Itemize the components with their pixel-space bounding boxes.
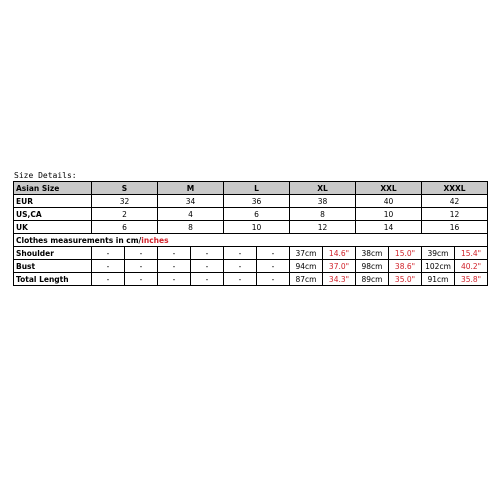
conversion-cell: 4 (158, 208, 224, 221)
measurement-cm-cell: 87cm (290, 273, 323, 286)
measurement-row (14, 273, 488, 286)
size-header-cell: XXXL (422, 182, 488, 195)
measurements-heading (14, 234, 488, 247)
conversion-row (14, 195, 488, 208)
conversion-cell: 12 (422, 208, 488, 221)
conversion-cell: 10 (356, 208, 422, 221)
measurement-cm-cell: - (92, 260, 125, 273)
conversion-cell: 12 (290, 221, 356, 234)
conversion-cell: 16 (422, 221, 488, 234)
measurement-cm-cell: - (92, 273, 125, 286)
measurement-inch-cell: 34.3" (323, 273, 356, 286)
measurement-cm-cell: - (257, 247, 290, 260)
measurement-inch-cell: 40.2" (455, 260, 488, 273)
conversion-cell: 38 (290, 195, 356, 208)
measurement-cm-cell: 89cm (356, 273, 389, 286)
measurement-inch-cell: 38.6" (389, 260, 422, 273)
measurements-heading-inches: inches (141, 235, 169, 245)
measurement-inch-cell: 37.0" (323, 260, 356, 273)
measurement-cm-cell: 91cm (422, 273, 455, 286)
measurement-cm-cell: - (125, 273, 158, 286)
measurement-cm-cell: - (191, 273, 224, 286)
measurement-cm-cell: - (92, 247, 125, 260)
measurement-inch-cell: 15.4" (455, 247, 488, 260)
measurement-cm-cell: 102cm (422, 260, 455, 273)
measurement-cm-cell: - (224, 247, 257, 260)
conversion-cell: 42 (422, 195, 488, 208)
size-details-caption: Size Details: (14, 171, 77, 180)
size-header-cell: M (158, 182, 224, 195)
measurement-cm-cell: - (257, 273, 290, 286)
size-header-cell: XL (290, 182, 356, 195)
measurement-row-label: Total Length (14, 273, 92, 286)
conversion-cell: 6 (92, 221, 158, 234)
measurement-inch-cell: 35.8" (455, 273, 488, 286)
conversion-cell: 14 (356, 221, 422, 234)
conversion-cell: 10 (224, 221, 290, 234)
measurement-cm-cell: - (158, 260, 191, 273)
conversion-cell: 34 (158, 195, 224, 208)
measurement-cm-cell: 38cm (356, 247, 389, 260)
conversion-row (14, 221, 488, 234)
measurements-heading-prefix: Clothes measurements in cm/ (16, 235, 142, 245)
conversion-cell: 8 (290, 208, 356, 221)
conversion-row-label: UK (14, 221, 92, 234)
size-header-cell: XXL (356, 182, 422, 195)
conversion-cell: 36 (224, 195, 290, 208)
size-chart-table (13, 181, 488, 286)
measurements-heading-row (14, 234, 488, 247)
size-header-cell: S (92, 182, 158, 195)
conversion-cell: 40 (356, 195, 422, 208)
measurement-cm-cell: - (158, 247, 191, 260)
measurement-cm-cell: 39cm (422, 247, 455, 260)
measurement-cm-cell: - (191, 247, 224, 260)
conversion-cell: 32 (92, 195, 158, 208)
measurement-cm-cell: - (191, 260, 224, 273)
measurement-inch-cell: 14.6" (323, 247, 356, 260)
measurement-cm-cell: - (224, 260, 257, 273)
measurement-inch-cell: 15.0" (389, 247, 422, 260)
measurement-cm-cell: - (158, 273, 191, 286)
measurement-row (14, 260, 488, 273)
measurement-cm-cell: - (257, 260, 290, 273)
conversion-row (14, 208, 488, 221)
measurement-cm-cell: 37cm (290, 247, 323, 260)
measurement-cm-cell: 98cm (356, 260, 389, 273)
measurement-cm-cell: - (224, 273, 257, 286)
measurement-row (14, 247, 488, 260)
conversion-cell: 2 (92, 208, 158, 221)
measurement-row-label: Bust (14, 260, 92, 273)
measurement-row-label: Shoulder (14, 247, 92, 260)
asian-size-label: Asian Size (14, 182, 92, 195)
measurement-cm-cell: - (125, 260, 158, 273)
size-header-row (14, 182, 488, 195)
conversion-row-label: US,CA (14, 208, 92, 221)
measurement-cm-cell: - (125, 247, 158, 260)
size-header-cell: L (224, 182, 290, 195)
measurement-inch-cell: 35.0" (389, 273, 422, 286)
conversion-cell: 6 (224, 208, 290, 221)
conversion-row-label: EUR (14, 195, 92, 208)
conversion-cell: 8 (158, 221, 224, 234)
measurement-cm-cell: 94cm (290, 260, 323, 273)
